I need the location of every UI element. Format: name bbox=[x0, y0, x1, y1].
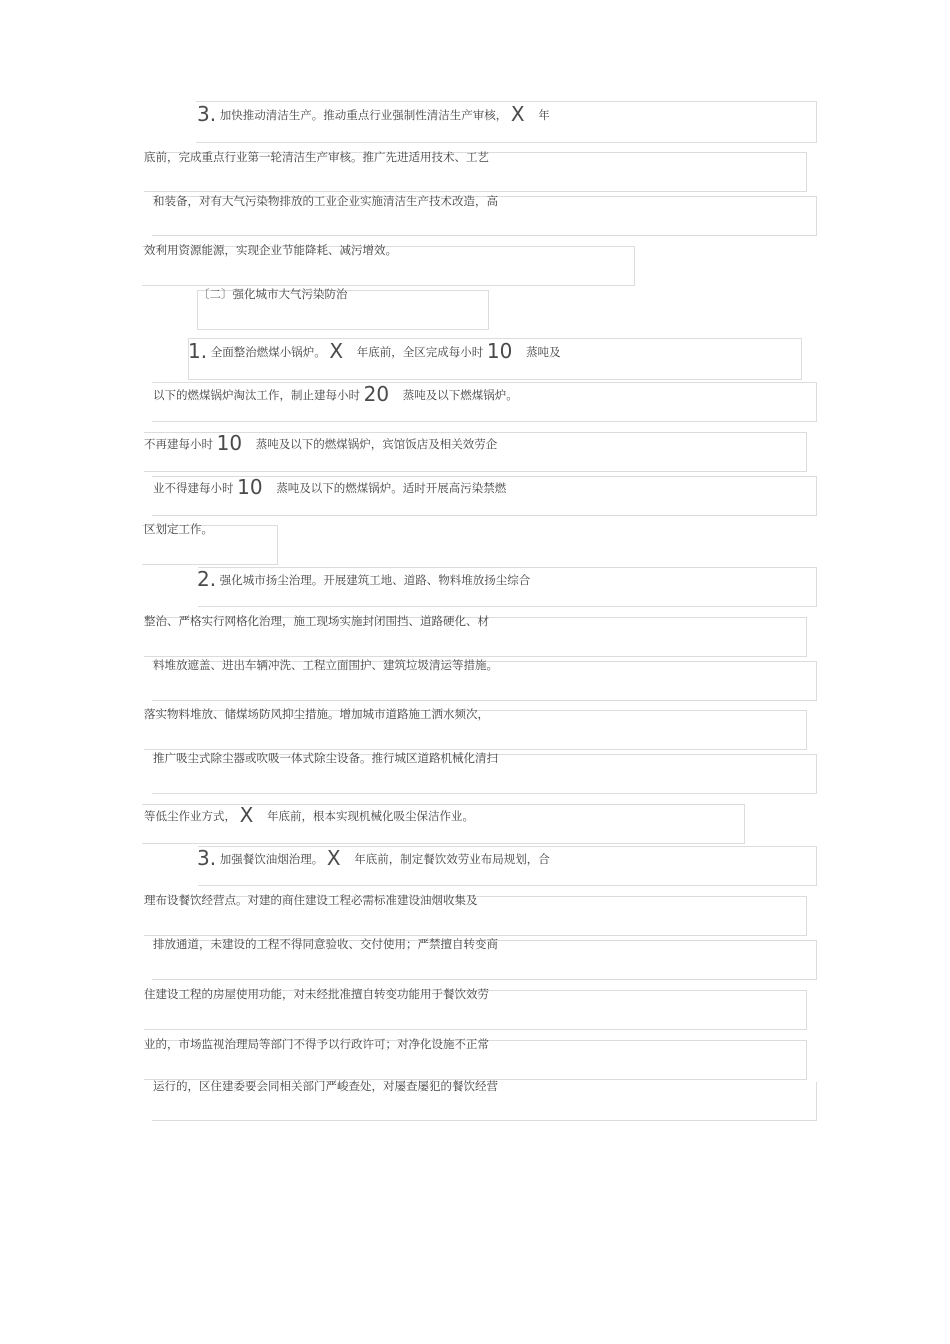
placeholder-x: X bbox=[326, 846, 341, 870]
p3-line1 bbox=[197, 567, 531, 591]
p3-line6 bbox=[144, 803, 475, 827]
body-text: 蒸吨及 bbox=[526, 345, 561, 359]
body-text: 加快推动清洁生产。推动重点行业强制性清洁生产审核， bbox=[219, 108, 508, 122]
p3-line2: 整治、严格实行网格化治理，施工现场实施封闭围挡、道路硬化、材 bbox=[144, 614, 489, 628]
section-heading: 〔二〕强化城市大气污染防治 bbox=[198, 287, 348, 301]
number-value: 20 bbox=[363, 382, 390, 406]
item-number: 2. bbox=[197, 567, 217, 591]
p3-line3: 料堆放遮盖、进出车辆冲洗、工程立面围护、建筑垃圾清运等措施。 bbox=[153, 658, 498, 672]
p4-line1 bbox=[197, 846, 550, 870]
p4-line2: 理布设餐饮经营点。对建的商住建设工程必需标准建设油烟收集及 bbox=[144, 893, 478, 907]
item-number: 3. bbox=[197, 102, 217, 126]
p2-line1 bbox=[188, 339, 561, 363]
body-text: 业不得建每小时 bbox=[153, 481, 234, 495]
body-text: 蒸吨及以下的燃煤锅炉。适时开展高污染禁燃 bbox=[276, 481, 507, 495]
body-text: 强化城市扬尘治理。开展建筑工地、道路、物料堆放扬尘综合 bbox=[219, 573, 531, 587]
body-text: 年底前，根本实现机械化吸尘保洁作业。 bbox=[267, 809, 475, 823]
p3-line4: 落实物料堆放、储煤场防风抑尘措施。增加城市道路施工洒水频次， bbox=[144, 707, 489, 721]
p1-line4: 效利用资源能源，实现企业节能降耗、减污增效。 bbox=[144, 243, 397, 257]
p4-line4: 住建设工程的房屋使用功能，对未经批准擅自转变功能用于餐饮效劳 bbox=[144, 987, 489, 1001]
p4-line6: 运行的，区住建委要会同相关部门严峻查处，对屡查屡犯的餐饮经营 bbox=[153, 1079, 498, 1093]
p3-line5: 推广吸尘式除尘器或吹吸一体式除尘设备。推行城区道路机械化清扫 bbox=[153, 751, 498, 765]
body-text: 不再建每小时 bbox=[144, 437, 213, 451]
body-text: 年底前，全区完成每小时 bbox=[356, 345, 484, 359]
body-text: 等低尘作业方式， bbox=[144, 809, 236, 823]
p1-line1 bbox=[197, 102, 550, 126]
body-text: 全面整治燃煤小锅炉。 bbox=[210, 345, 326, 359]
body-text: 年 bbox=[538, 108, 550, 122]
placeholder-x: X bbox=[510, 102, 525, 126]
p2-line4 bbox=[153, 475, 507, 499]
p4-line3: 排放通道，未建设的工程不得同意验收、交付使用；严禁擅自转变商 bbox=[153, 937, 498, 951]
p2-line3 bbox=[144, 431, 498, 455]
p1-line3: 和装备，对有大气污染物排放的工业企业实施清洁生产技术改造，高 bbox=[153, 194, 498, 208]
number-value: 10 bbox=[237, 475, 263, 499]
body-text: 以下的燃煤锅炉淘汰工作，制止建每小时 bbox=[153, 388, 360, 402]
placeholder-x: X bbox=[329, 339, 344, 363]
number-value: 10 bbox=[486, 339, 513, 363]
body-text: 加强餐饮油烟治理。 bbox=[219, 852, 324, 866]
number-value: 10 bbox=[216, 431, 243, 455]
body-text: 蒸吨及以下的燃煤锅炉，宾馆饭店及相关效劳企 bbox=[255, 437, 498, 451]
item-number: 1. bbox=[188, 339, 208, 363]
item-number: 3. bbox=[197, 846, 217, 870]
placeholder-x: X bbox=[239, 803, 254, 827]
p2-line2 bbox=[153, 382, 518, 406]
p2-line5: 区划定工作。 bbox=[144, 522, 213, 536]
body-text: 蒸吨及以下燃煤锅炉。 bbox=[402, 388, 518, 402]
p4-line5: 业的，市场监视治理局等部门不得予以行政许可；对净化设施不正常 bbox=[144, 1037, 489, 1051]
p1-line2: 底前，完成重点行业第一轮清洁生产审核。推广先进适用技术、工艺 bbox=[144, 150, 489, 164]
body-text: 年底前，制定餐饮效劳业布局规划，合 bbox=[354, 852, 550, 866]
